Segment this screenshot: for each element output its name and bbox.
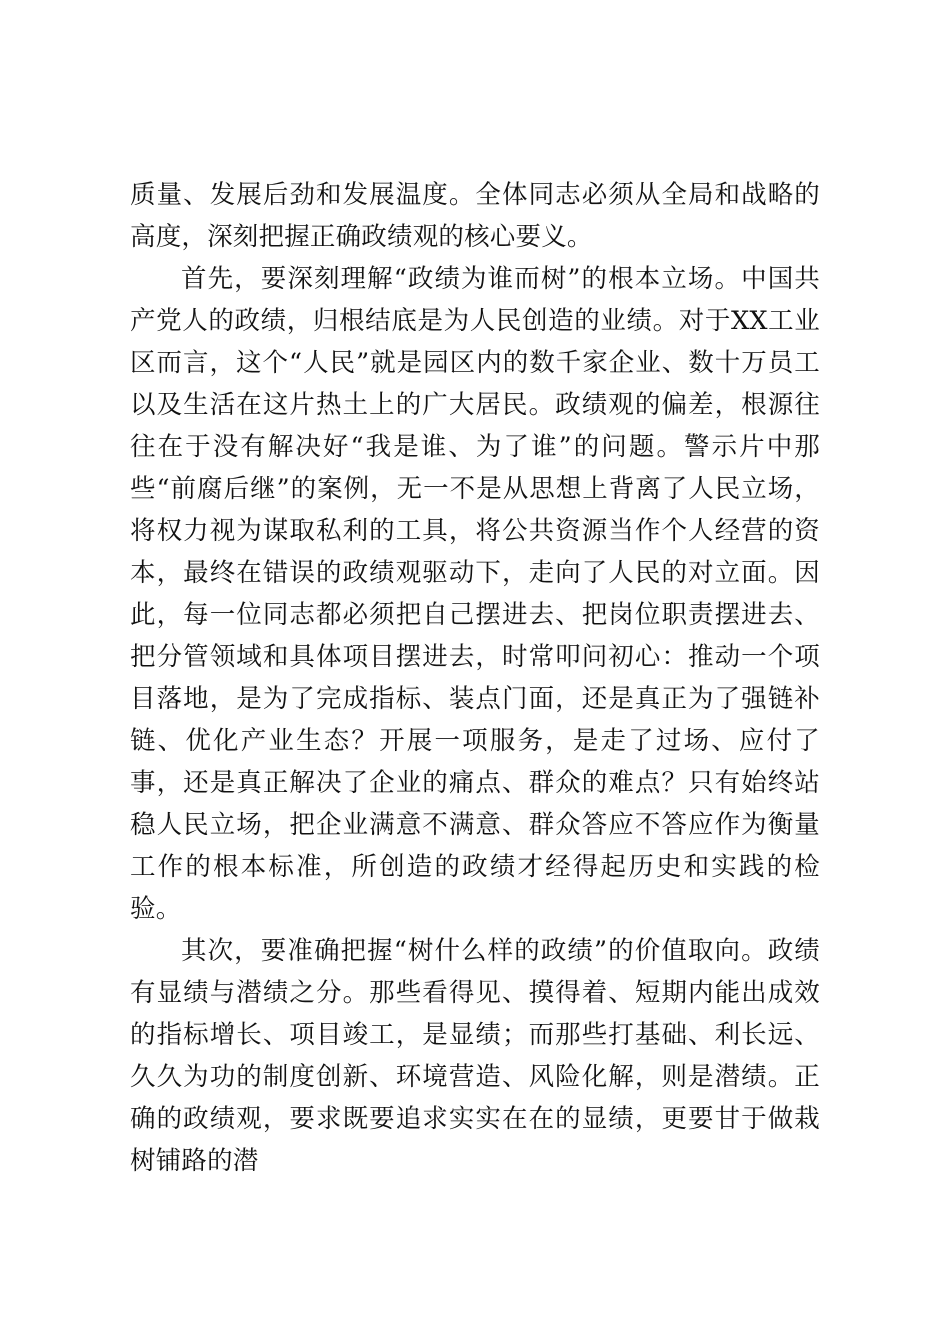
document-page	[130, 174, 820, 1182]
paragraph-1: 质量、发展后劲和发展温度。全体同志必须从全局和战略的高度，深刻把握正确政绩观的核心要义。	[130, 180, 820, 252]
paragraph-3: 其次，要准确把握“树什么样的政绩”的价值取向。政绩有显绩与潜绩之分。那些看得见、摸得着、短期内能出成效的指标增长、项目竣工，是显绩；而那些打基础、利长远、久久为功的制度创新、环境营造、风险化解，则是潜绩。正确的政绩观，要求既要追求实实在在的显绩，更要甘于做栽树铺路的潜	[130, 936, 820, 1176]
paragraph-2: 首先，要深刻理解“政绩为谁而树”的根本立场。中国共产党人的政绩，归根结底是为人民创造的业绩。对于XX工业区而言，这个“人民”就是园区内的数千家企业、数十万员工以及生活在这片热土上的广大居民。政绩观的偏差，根源往往在于没有解决好“我是谁、为了谁”的问题。警示片中那些“前腐后继”的案例，无一不是从思想上背离了人民立场，将权力视为谋取私利的工具，将公共资源当作个人经营的资本，最终在错误的政绩观驱动下，走向了人民的对立面。因此，每一位同志都必须把自己摆进去、把岗位职责摆进去、把分管领域和具体项目摆进去，时常叩问初心：推动一个项目落地，是为了完成指标、装点门面，还是真正为了强链补链、优化产业生态？开展一项服务，是走了过场、应付了事，还是真正解决了企业的痛点、群众的难点？只有始终站稳人民立场，把企业满意不满意、群众答应不答应作为衡量工作的根本标准，所创造的政绩才经得起历史和实践的检验。	[130, 264, 820, 924]
